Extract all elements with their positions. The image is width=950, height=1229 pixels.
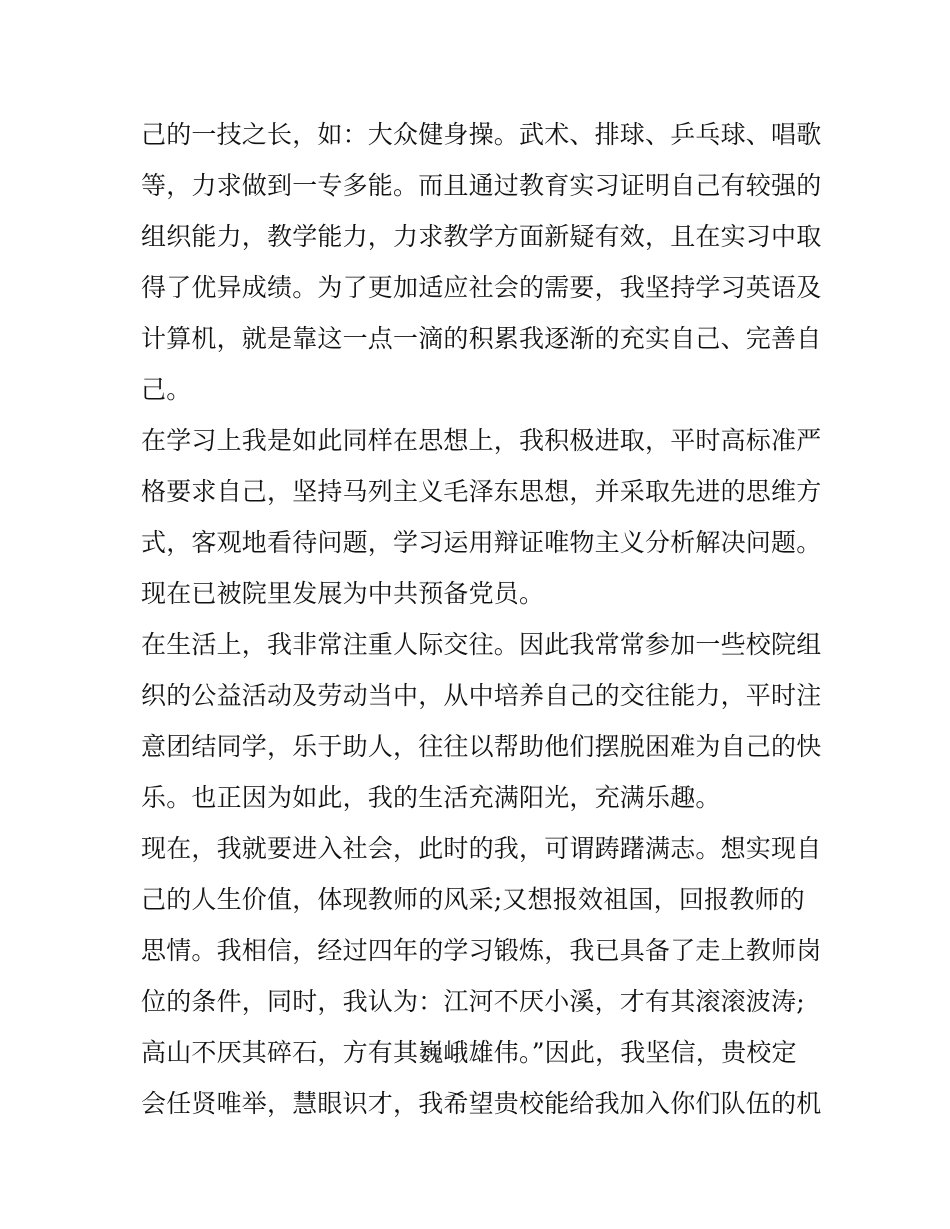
text-line: 在学习上我是如此同样在思想上，我积极进取，平时高标准严	[141, 426, 822, 455]
text-line: 得了优异成绩。为了更加适应社会的需要，我坚持学习英语及	[141, 273, 822, 302]
text-line: 高山不厌其碎石，方有其巍峨雄伟。”因此，我坚信，贵校定	[141, 1038, 797, 1067]
text-line: 意团结同学，乐于助人，往往以帮助他们摆脱困难为自己的快	[141, 732, 822, 761]
document-body	[141, 109, 831, 1129]
text-line: 在生活上，我非常注重人际交往。因此我常常参加一些校院组	[141, 630, 822, 659]
text-line: 等，力求做到一专多能。而且通过教育实习证明自己有较强的	[141, 171, 822, 200]
text-line: 会任贤唯举，慧眼识才，我希望贵校能给我加入你们队伍的机	[141, 1089, 822, 1118]
text-line: 己的人生价值，体现教师的风采;又想报效祖国，回报教师的	[141, 885, 805, 914]
text-line: 现在，我就要进入社会，此时的我，可谓踌躇满志。想实现自	[141, 834, 822, 863]
text-line: 式，客观地看待问题，学习运用辩证唯物主义分析解决问题。	[141, 528, 822, 557]
text-line: 计算机，就是靠这一点一滴的积累我逐渐的充实自己、完善自	[141, 324, 822, 353]
text-line: 现在已被院里发展为中共预备党员。	[141, 579, 545, 608]
text-line: 格要求自己，坚持马列主义毛泽东思想，并采取先进的思维方	[141, 477, 822, 506]
text-line: 己的一技之长，如：大众健身操。武术、排球、乒乓球、唱歌	[141, 120, 822, 149]
text-line: 思情。我相信，经过四年的学习锻炼，我已具备了走上教师岗	[141, 936, 822, 965]
text-line: 位的条件，同时，我认为：江河不厌小溪，才有其滚滚波涛;	[141, 987, 805, 1016]
text-line: 己。	[141, 375, 192, 404]
text-line: 组织能力，教学能力，力求教学方面新疑有效，且在实习中取	[141, 222, 822, 251]
text-line: 织的公益活动及劳动当中，从中培养自己的交往能力，平时注	[141, 681, 822, 710]
text-line: 乐。也正因为如此，我的生活充满阳光，充满乐趣。	[141, 783, 721, 812]
